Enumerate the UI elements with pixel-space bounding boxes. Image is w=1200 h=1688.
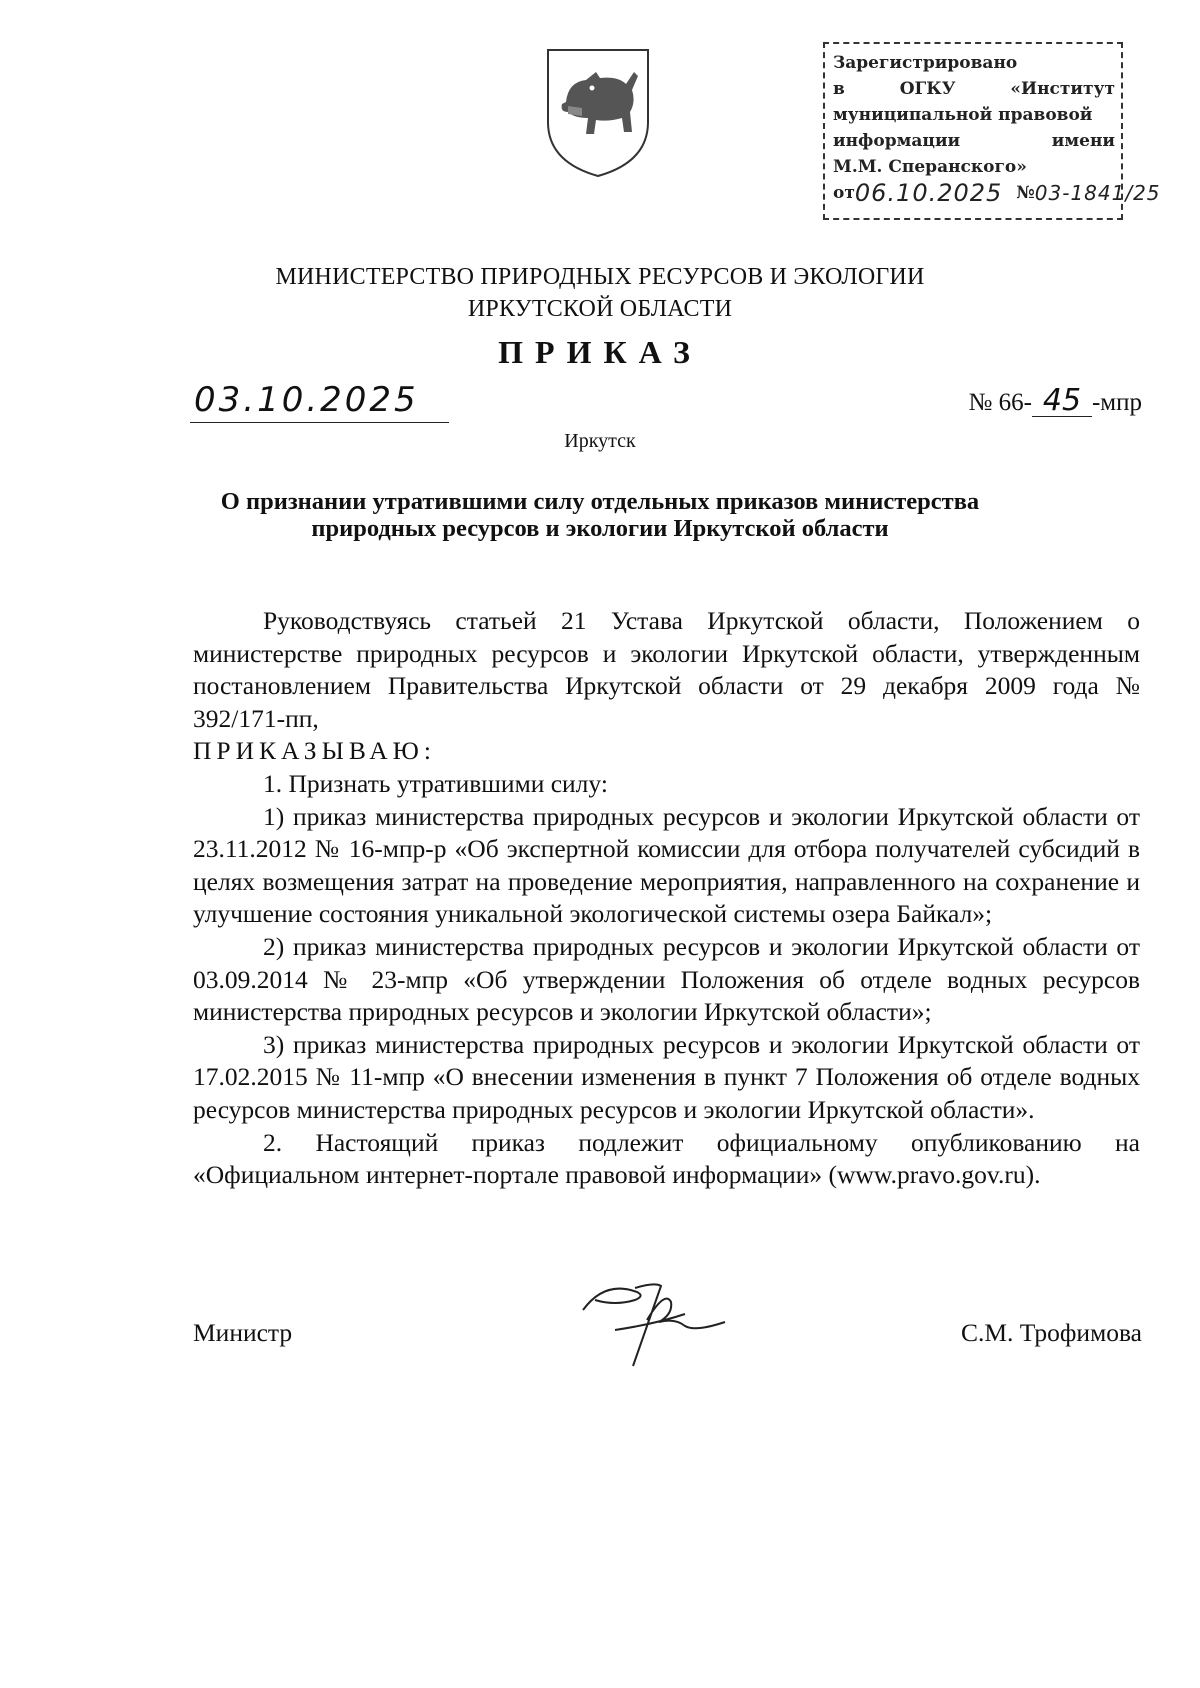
stamp-line: от [833,183,855,203]
stamp-line: ОГКУ [899,79,956,99]
signatory-position: Министр [193,1318,293,1347]
stamp-registration-number: 03-1841/25 [1034,181,1161,205]
document-title: О признании утратившими силу отдельных приказов министерства природных ресурсов и экологии Иркутской области [220,488,980,542]
stamp-line: информации [833,131,961,151]
organization-name-line1: МИНИСТЕРСТВО ПРИРОДНЫХ РЕСУРСОВ И ЭКОЛОГИИ [275,264,925,290]
stamp-line: Зарегистрировано [833,53,1018,73]
stamp-line: № [1016,183,1035,203]
handwritten-signature [575,1270,745,1370]
preamble-paragraph: Руководствуясь статьей 21 Устава Иркутской области, Положением о министерстве природных ресурсов и экологии Иркутской области, утвержденным постановлением Правительства Иркутской области от 29 декабря 2009 года № 392/171-пп, [193,606,1140,733]
city: Иркутск [564,430,636,452]
signatory-name: С.М. Трофимова [961,1318,1142,1347]
document-number [968,383,1142,418]
stamp-line: в [833,79,845,99]
number-handwritten: 45 [1032,386,1092,417]
stamp-line: «Институт [1010,79,1115,99]
stamp-registration-date: 06.10.2025 [854,179,1003,207]
item-1-sub-3: 3) приказ министерства природных ресурсов и экологии Иркутской области от 17.02.2015 № 11-мпр «О внесении изменения в пункт 7 Положения об отделе водных ресурсов министерства природных ресурсов и экологии Иркутской области». [193,1029,1140,1124]
item-1: 1. Признать утратившими силу: [263,768,608,798]
stamp-line: М.М. Сперанского» [833,157,1027,177]
organization-name-line2: ИРКУТСКОЙ ОБЛАСТИ [467,296,733,322]
order-word: ПРИКАЗЫВАЮ: [193,736,436,766]
item-2: 2. Настоящий приказ подлежит официальному опубликованию на «Официальном интернет-портале правовой информации» (www.pravo.gov.ru). [193,1127,1140,1190]
coat-of-arms-emblem [538,42,658,182]
item-1-sub-2: 2) приказ министерства природных ресурсов и экологии Иркутской области от 03.09.2014 № 23-мпр «Об утверждении Положения об отделе водных ресурсов министерства природных ресурсов и экологии Иркутской области»; [193,931,1140,1027]
document-type-heading: ПРИКАЗ [498,334,702,370]
registration-stamp [823,42,1161,220]
document-body [193,605,1140,1192]
number-suffix: -мпр [1091,389,1142,416]
stamp-line: муниципальной правовой [833,105,1093,125]
document-date: 03.10.2025 [190,378,449,423]
item-1-sub-1: 1) приказ министерства природных ресурсов и экологии Иркутской области от 23.11.2012 № 16-мпр-р «Об экспертной комиссии для отбора получателей субсидий в целях возмещения затрат на проведение мероприятия, направленного на сохранение и улучшение состояния уникальной экологической системы озера Байкал»; [193,801,1140,929]
stamp-line: имени [1051,131,1115,151]
number-prefix: № 66- [968,389,1032,416]
